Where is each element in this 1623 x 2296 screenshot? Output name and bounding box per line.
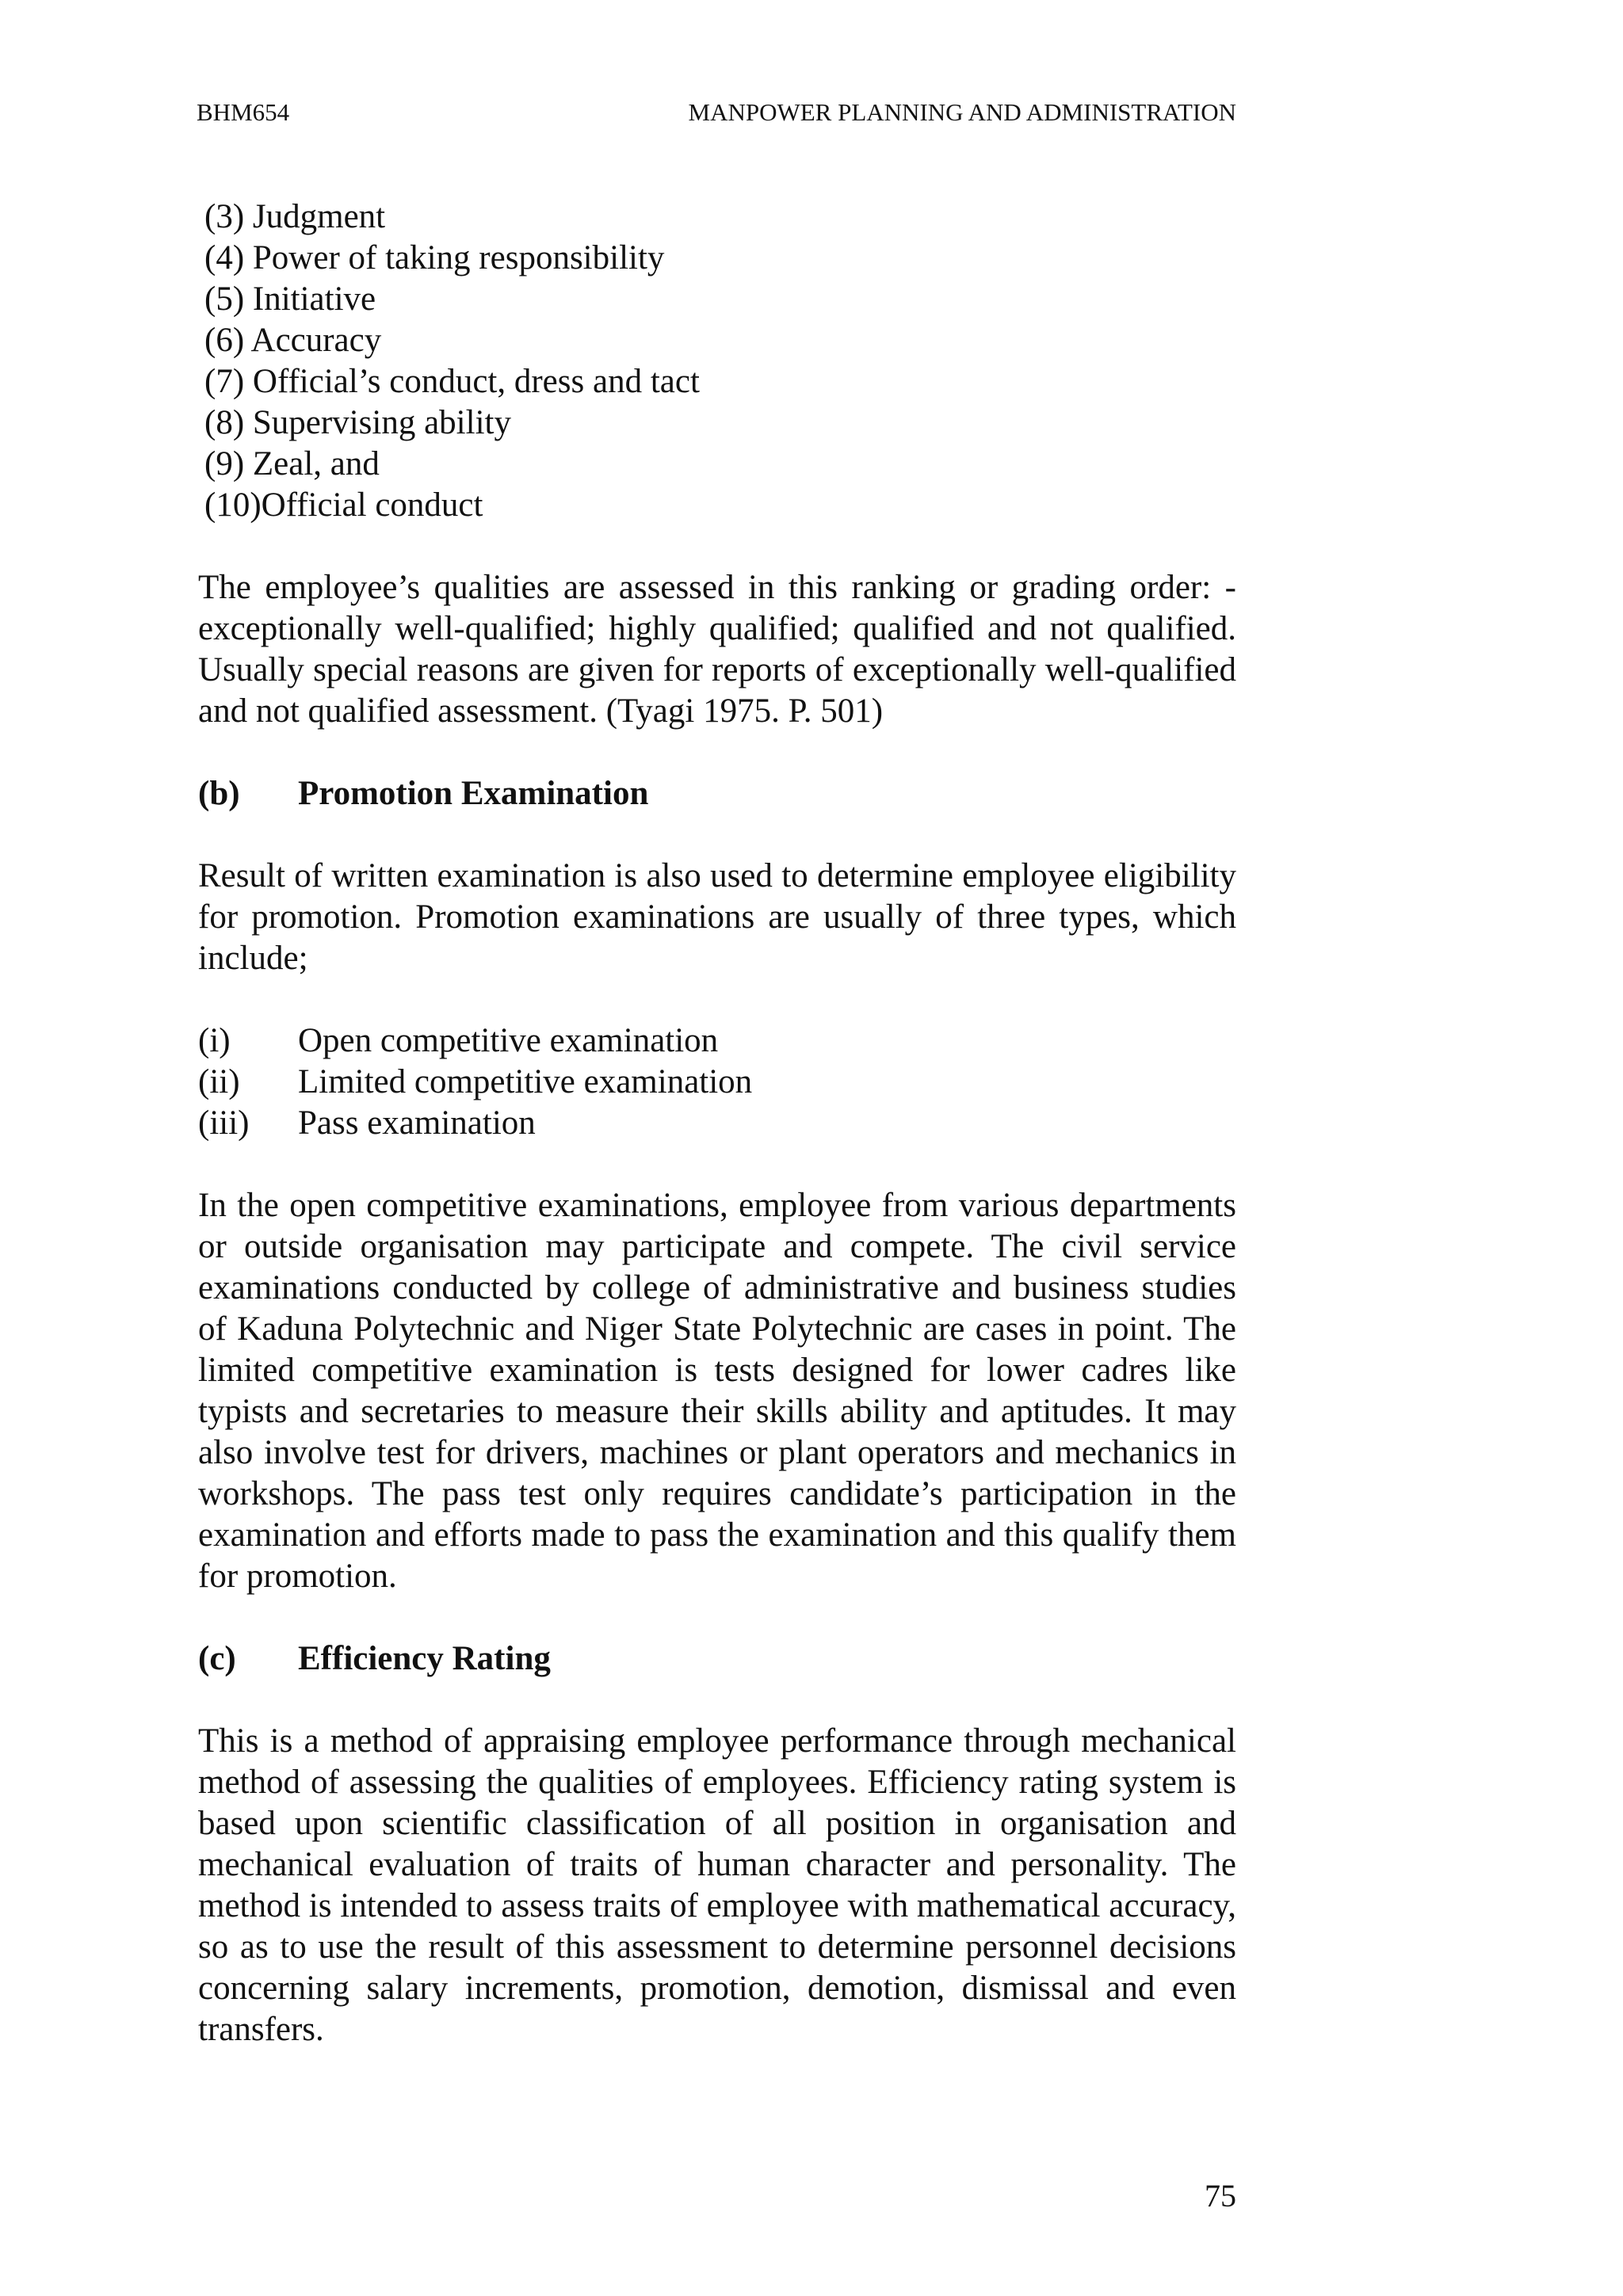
list-item: (7) Official’s conduct, dress and tact	[204, 363, 700, 400]
list-item: (9) Zeal, and	[204, 445, 380, 482]
running-header	[197, 97, 1236, 128]
section-c-title: Efficiency Rating	[298, 1640, 551, 1677]
list-item	[198, 1103, 1236, 1144]
list-item-label: (ii)	[198, 1063, 240, 1100]
grading-paragraph: The employee’s qualities are assessed in this ranking or grading order: - exceptionally well-qualified; highly qualified; qualified and not qualified. Usually special reasons are given for reports of exceptionally well-qualified and not qualified assessment. (Tyagi 1975. P. 501)	[198, 569, 1236, 730]
exam-types-list	[198, 1020, 1236, 1144]
list-item-label: (i)	[198, 1022, 231, 1059]
list-item: (6) Accuracy	[204, 322, 382, 359]
list-item: (10)Official conduct	[204, 486, 483, 524]
course-code: BHM654	[197, 98, 290, 126]
list-item	[198, 1020, 1236, 1062]
list-item: (5) Initiative	[204, 280, 376, 318]
list-item: (8) Supervising ability	[204, 404, 511, 441]
section-c-body: This is a method of appraising employee performance through mechanical method of assessing the qualities of employees. Efficiency rating system is based upon scientific classification of all position in organisation and mechanical evaluation of traits of human character and personality. The method is intended to assess traits of employee with mathematical accuracy, so as to use the result of this assessment to determine personnel decisions concerning salary increments, promotion, demotion, dismissal and even transfers.	[198, 1722, 1236, 2048]
list-item: (4) Power of taking responsibility	[204, 239, 665, 277]
section-b-label: (b)	[198, 775, 240, 812]
section-c-label: (c)	[198, 1640, 236, 1677]
section-b-heading	[198, 773, 1236, 814]
list-item-text: Pass examination	[298, 1104, 536, 1142]
page-number: 75	[1205, 2178, 1236, 2214]
section-c-heading	[198, 1638, 1236, 1680]
qualities-list	[204, 196, 1236, 526]
section-b-intro: Result of written examination is also used to determine employee eligibility for promotion. Promotion examinations are usually of three types, which include;	[198, 857, 1236, 977]
list-item	[198, 1062, 1236, 1103]
section-b-body: In the open competitive examinations, employee from various departments or outside organisation may participate and compete. The civil service examinations conducted by college of administrative and business studies of Kaduna Polytechnic and Niger State Polytechnic are cases in point. The limited competitive examination is tests designed for lower cadres like typists and secretaries to measure their skills ability and aptitudes. It may also involve test for drivers, machines or plant operators and mechanics in workshops. The pass test only requires candidate’s participation in the examination and efforts made to pass the examination and this qualify them for promotion.	[198, 1187, 1236, 1595]
list-item: (3) Judgment	[204, 198, 386, 235]
list-item-text: Limited competitive examination	[298, 1063, 753, 1100]
page-content	[198, 196, 1236, 2050]
list-item-label: (iii)	[198, 1104, 250, 1142]
section-b-title: Promotion Examination	[298, 775, 649, 812]
course-title: MANPOWER PLANNING AND ADMINISTRATION	[688, 98, 1236, 126]
list-item-text: Open competitive examination	[298, 1022, 719, 1059]
